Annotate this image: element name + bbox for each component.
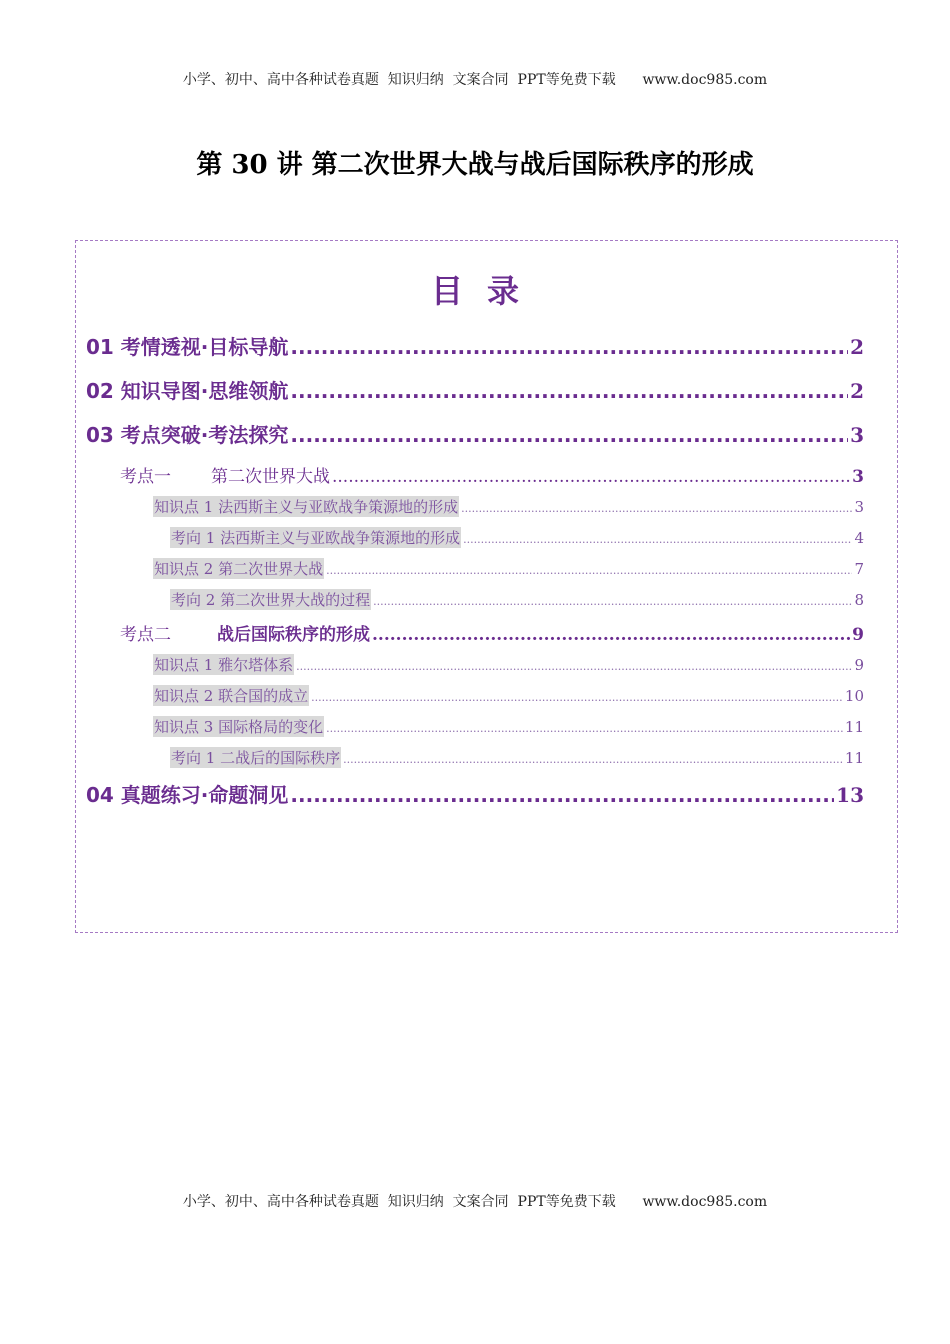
toc-entry-s01[interactable]	[86, 331, 864, 360]
toc-leader	[461, 502, 852, 515]
toc-entry-kd1-z2[interactable]	[153, 558, 864, 579]
toc-entry-kd1-z1-k1[interactable]	[170, 527, 864, 548]
toc-entry-s04[interactable]	[86, 779, 864, 808]
toc-leader	[290, 783, 834, 807]
toc-title: 第二次世界大战	[211, 467, 330, 487]
toc-entry-kd1-z2-k2[interactable]	[170, 589, 864, 610]
toc-label: 知识点 3 国际格局的变化	[154, 718, 324, 736]
toc-entry-s02[interactable]	[86, 375, 864, 404]
toc-label: 04 真题练习·命题洞见	[86, 783, 289, 807]
toc-label: 知识点 1 法西斯主义与亚欧战争策源地的形成	[154, 498, 459, 516]
toc-leader	[290, 423, 848, 447]
toc-label: 考点一	[120, 467, 171, 487]
toc-leader	[290, 335, 848, 359]
toc-leader	[343, 753, 843, 766]
toc-page-number: 9	[854, 656, 864, 674]
toc-label: 知识点 2 联合国的成立	[154, 687, 309, 705]
toc-page-number: 2	[850, 335, 864, 359]
toc-page-number: 10	[844, 687, 864, 705]
document-title: 第 30 讲 第二次世界大战与战后国际秩序的形成	[196, 150, 754, 180]
toc-entry-kd2-z2[interactable]	[153, 685, 864, 706]
toc-page-number: 7	[854, 560, 864, 578]
toc-page-number: 9	[852, 625, 864, 645]
toc-label: 知识点 2 第二次世界大战	[154, 560, 324, 578]
toc-entry-s03[interactable]	[86, 419, 864, 448]
toc-label: 03 考点突破·考法探究	[86, 423, 289, 447]
toc-leader	[463, 533, 852, 546]
toc-page-number: 3	[850, 423, 864, 447]
toc-page-number: 11	[844, 718, 864, 736]
toc-leader	[332, 467, 850, 487]
page-footer: 小学、初中、高中各种试卷真题 知识归纳 文案合同 PPT等免费下载 www.doc985.com	[182, 1194, 768, 1210]
toc-label: 知识点 1 雅尔塔体系	[154, 656, 294, 674]
toc-page-number: 2	[850, 379, 864, 403]
toc-label: 考点二	[120, 625, 171, 645]
toc-entry-kd1-z1[interactable]	[153, 496, 864, 517]
toc-title: 战后国际秩序的形成	[217, 625, 370, 645]
toc-label: 02 知识导图·思维领航	[86, 379, 289, 403]
toc-page-number: 4	[854, 529, 864, 547]
toc-entry-kd1[interactable]	[120, 462, 864, 487]
toc-entry-kd2-z1[interactable]	[153, 654, 864, 675]
toc-leader	[290, 379, 848, 403]
toc-label: 考向 1 法西斯主义与亚欧战争策源地的形成	[171, 529, 461, 547]
toc-leader	[326, 564, 852, 577]
toc-leader	[296, 660, 852, 673]
toc-entry-kd2[interactable]	[120, 620, 864, 645]
toc-entry-kd2-z3[interactable]	[153, 716, 864, 737]
toc-label: 01 考情透视·目标导航	[86, 335, 289, 359]
toc-leader	[311, 691, 843, 704]
toc-leader	[372, 625, 850, 645]
page-header: 小学、初中、高中各种试卷真题 知识归纳 文案合同 PPT等免费下载 www.doc985.com	[182, 72, 768, 88]
toc-page-number: 3	[854, 498, 864, 516]
toc-page-number: 3	[852, 467, 864, 487]
toc-page-number: 11	[844, 749, 864, 767]
toc-entry-kd2-z3-k1[interactable]	[170, 747, 864, 768]
toc-page-number: 13	[836, 783, 864, 807]
toc-heading: 目录	[430, 272, 543, 310]
toc-label: 考向 2 第二次世界大战的过程	[171, 591, 371, 609]
toc-leader	[326, 722, 843, 735]
toc-label: 考向 1 二战后的国际秩序	[171, 749, 341, 767]
toc-leader	[373, 595, 852, 608]
toc-page-number: 8	[854, 591, 864, 609]
